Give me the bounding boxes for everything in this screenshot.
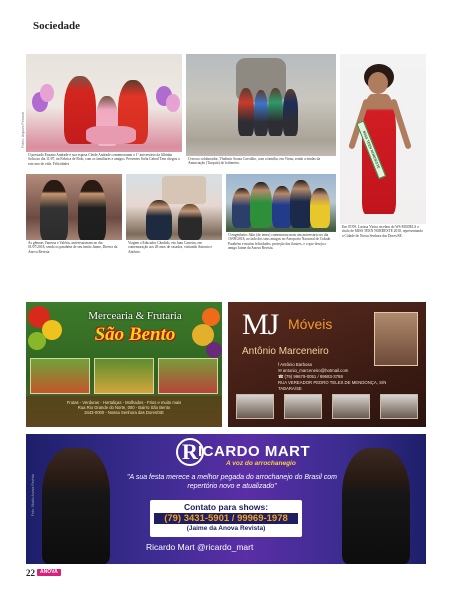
produce-photo bbox=[94, 358, 154, 394]
photo-caption: Viagem a Educador Cândido, em Juan Carreira, em comemoração aos 28 anos de casados, visitando Antonio e Antônio. bbox=[126, 240, 222, 254]
photo-caption: O nosso colaborador, Vladimir Souza Carvalho, com a família, em Viena, sendo a tendas da Anunciação (Turquia) de fotômetro. bbox=[186, 156, 336, 170]
brand-tagline: A voz do arrochanegio bbox=[226, 460, 296, 467]
photo-caption: As gêmeas Vanessa e Valéria, aniversariaram no dia 01/07/2018, sendo os parabéns de seu irmão Jaime, Diretor da Anova Revista. bbox=[26, 240, 122, 254]
ad-title-line1: Mercearia & Frutaria bbox=[88, 310, 182, 322]
photo-caption: Em 07/09, Larissa Vieira recebeu do WS MODELS o título de MISS TEEN NORDESTE 2018, representando a Cidade de Nossa Senhora das Dores/SE. bbox=[340, 224, 426, 254]
produce-photo bbox=[158, 358, 218, 394]
photo-birthday-sofia bbox=[26, 54, 182, 170]
social-handles: Ricardo Mart @ricardo_mart bbox=[146, 542, 254, 552]
produce-photo bbox=[30, 358, 90, 394]
contact-phones: (79) 3431-5901 / 99969-1978 bbox=[154, 513, 298, 524]
brand-subtitle: Antônio Marceneiro bbox=[242, 346, 329, 357]
furniture-photo bbox=[236, 394, 274, 419]
photo-credit: Fotos: Arquivo Pessoal bbox=[21, 112, 25, 148]
photo-credit: Foto: Studio Anova Revista bbox=[31, 474, 35, 517]
owner-photo bbox=[374, 312, 418, 366]
furniture-photo bbox=[380, 394, 418, 419]
furniture-photo bbox=[284, 394, 322, 419]
ad-footer: Frutas - Verduras - Hortaliças - Molhados - Frios e muito mais Rua Rio Grande do Norte, 000 - Bairro São Bento 3443-0000 - Nossa Senhora das Dores/SE bbox=[26, 396, 222, 427]
page-footer bbox=[26, 568, 61, 577]
magazine-logo: ANOVA bbox=[37, 569, 61, 576]
singer-photo-right bbox=[342, 448, 410, 564]
page-number: 22 bbox=[26, 567, 35, 578]
photo-twins bbox=[26, 174, 122, 254]
ad-title-line2: São Bento bbox=[94, 324, 176, 345]
photo-friends-group bbox=[226, 174, 336, 254]
phone-icon: ☎ bbox=[278, 374, 285, 379]
facebook-icon: f bbox=[278, 362, 281, 367]
brand-name: ICARDO MART bbox=[198, 443, 311, 460]
photo-caption: O engenheiro Júlio (de terno) comemorou mais um aniversário no dia 19/09/2018, ao lado dos seus amigos no Aeroporto Nacional de Cidade. Parabéns e muitas felicidades, proteção das ilustres, e o que deseja o amigo Jaime da Anova Revista. bbox=[226, 232, 336, 254]
contact-info: f Antônio Barbosa ✉ antonio_marceneiro@hotmail.com ☎ (79) 99679-0051 / 99683-3788 RUA VEREADOR PEDRO TELES DE MENDONÇA, S/N TABARA/SE bbox=[278, 362, 387, 391]
furniture-photo bbox=[332, 394, 370, 419]
photo-caption: O prestado Erasmo Andrade e sua esposa Cleide Andrade comemoraram o 1º aniversário da filhinha Sofia no dia 11/07, na Fabrica de Bolo, com os familiares e amigos. Presentes Sofia Cabral Tem chegou a este ano de vida. Felicidades bbox=[26, 152, 182, 170]
mail-icon: ✉ bbox=[278, 368, 283, 373]
miss-sash: MISS TEEN NORDESTE bbox=[356, 121, 386, 180]
photo-miss-teen bbox=[340, 54, 426, 254]
photo-travel-family bbox=[186, 54, 336, 170]
brand-moveis: Móveis bbox=[288, 316, 333, 332]
brand-initial: R bbox=[176, 438, 204, 466]
ad-mj-moveis bbox=[228, 302, 426, 427]
brand-mj: MJ bbox=[242, 308, 279, 341]
photo-couple bbox=[126, 174, 222, 254]
ad-ricardo-mart bbox=[26, 434, 426, 564]
contact-box: Contato para shows: (79) 3431-5901 / 99969-1978 (Jaime da Anova Revista) bbox=[150, 500, 302, 537]
ad-quote: "A sua festa merece a melhor pegada do arrochanejo do Brasil com repertório novo e atualizado" bbox=[126, 474, 337, 490]
singer-photo-left bbox=[42, 448, 110, 564]
ad-mercearia-sao-bento bbox=[26, 302, 222, 427]
section-title: Sociedade bbox=[33, 20, 81, 32]
